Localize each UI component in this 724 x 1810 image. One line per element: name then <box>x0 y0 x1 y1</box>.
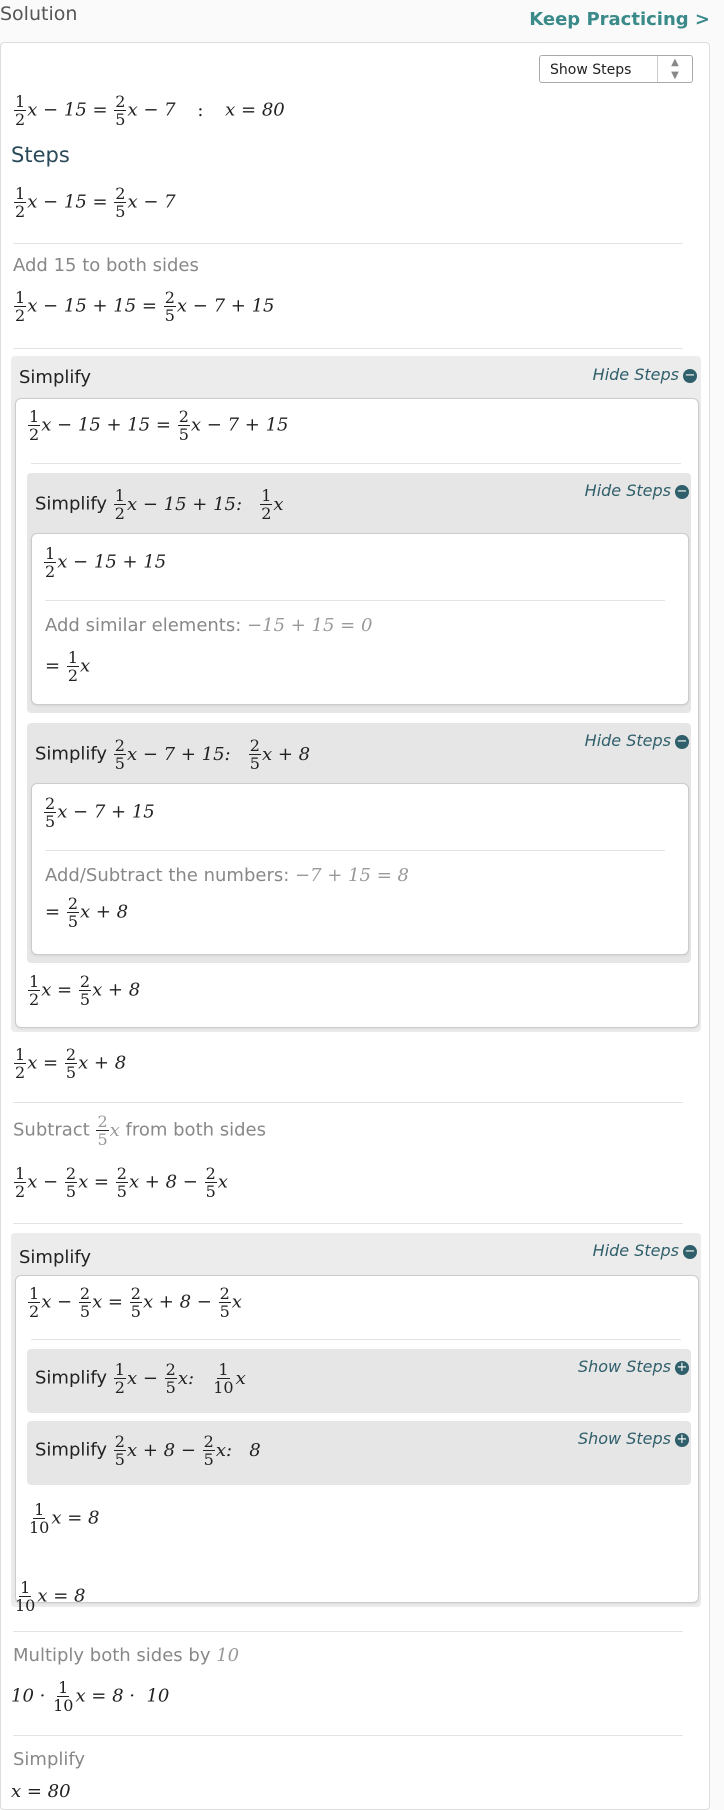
minus-circle-icon: − <box>684 367 696 383</box>
divider <box>45 600 665 601</box>
step-eq-1: $\frac{1}{2}$ x − 15 = $\frac{2}{5}$ x − 7 <box>15 184 176 221</box>
divider <box>13 348 683 349</box>
divider <box>45 850 665 851</box>
multiply-label: Multiply both sides by 10 <box>13 1645 240 1666</box>
simplify-right-heading: Simplify $\frac{2}{5}$ x − 7 + 15: $\frac{2}{5}$ x + 8 <box>35 736 311 773</box>
plus-circle-icon: + <box>676 1431 688 1447</box>
simplify-left-heading: Simplify $\frac{1}{2}$ x − 15 + 15: $\frac{1}{2}$ x <box>35 486 284 523</box>
step-eq-5: = $\frac{1}{2}$ x <box>45 648 91 685</box>
simplify-collapsed-2-heading: Simplify $\frac{2}{5}$ x + 8 − $\frac{2}{5}$ x: 8 <box>35 1432 261 1469</box>
divider <box>13 1735 683 1736</box>
simplify-last-label: Simplify <box>13 1749 86 1770</box>
divider <box>31 463 681 464</box>
step-eq-2: $\frac{1}{2}$ x − 15 + 15 = $\frac{2}{5}$ x − 7 + 15 <box>15 288 275 325</box>
minus-circle-icon: − <box>676 733 688 749</box>
simplify-collapsed-1-heading: Simplify $\frac{1}{2}$ x − $\frac{2}{5}$ x: $\frac{1}{10}$ x <box>35 1360 246 1397</box>
simplify-heading: Simplify <box>19 367 92 388</box>
simplify-heading: Simplify <box>19 1247 92 1268</box>
minus-circle-icon: − <box>684 1243 696 1259</box>
divider <box>13 243 683 244</box>
divider <box>13 1102 683 1103</box>
add-similar-label: Add similar elements: −15 + 15 = 0 <box>45 615 373 636</box>
step-add15-label: Add 15 to both sides <box>13 255 199 276</box>
step-eq-3: $\frac{1}{2}$ x − 15 + 15 = $\frac{2}{5}$ x − 7 + 15 <box>29 407 289 444</box>
select-arrows-icon: ▲ ▼ <box>657 56 692 82</box>
divider <box>31 1339 681 1340</box>
solution-summary: $\frac{1}{2}$ x − 15 = $\frac{2}{5}$ x − 7 : x = 80 <box>15 92 285 129</box>
show-steps-toggle[interactable]: Show Steps + <box>577 1357 688 1376</box>
hide-steps-toggle[interactable]: Hide Steps − <box>584 481 688 500</box>
minus-circle-icon: − <box>676 483 688 499</box>
subtract-label: Subtract $\frac{2}{5}$ x from both sides <box>13 1112 267 1149</box>
show-steps-toggle[interactable]: Show Steps + <box>577 1429 688 1448</box>
solution-panel <box>0 42 710 1810</box>
hide-steps-toggle[interactable]: Hide Steps − <box>592 365 696 384</box>
step-eq-14: 10 · $\frac{1}{10}$ x = 8 · 10 <box>11 1678 170 1715</box>
divider <box>13 1631 683 1632</box>
show-steps-select[interactable] <box>539 55 693 83</box>
step-eq-13: $\frac{1}{10}$ x = 8 <box>15 1578 86 1615</box>
step-eq-6: $\frac{2}{5}$ x − 7 + 15 <box>45 794 155 831</box>
solution-title: Solution <box>0 3 78 25</box>
steps-title: Steps <box>11 143 70 167</box>
step-eq-9: $\frac{1}{2}$ x = $\frac{2}{5}$ x + 8 <box>15 1045 127 1082</box>
step-eq-8: $\frac{1}{2}$ x = $\frac{2}{5}$ x + 8 <box>29 972 141 1009</box>
plus-circle-icon: + <box>676 1359 688 1375</box>
step-eq-4: $\frac{1}{2}$ x − 15 + 15 <box>45 544 167 581</box>
final-answer: x = 80 <box>11 1781 71 1802</box>
step-eq-11: $\frac{1}{2}$ x − $\frac{2}{5}$ x = $\frac{2}{5}$ x + 8 − $\frac{2}{5}$ x <box>29 1284 242 1321</box>
add-subtract-label: Add/Subtract the numbers: −7 + 15 = 8 <box>45 865 409 886</box>
divider <box>13 1223 683 1224</box>
hide-steps-toggle[interactable]: Hide Steps − <box>592 1241 696 1260</box>
step-eq-12: $\frac{1}{10}$ x = 8 <box>29 1500 100 1537</box>
hide-steps-toggle[interactable]: Hide Steps − <box>584 731 688 750</box>
header <box>0 0 724 40</box>
step-eq-10: $\frac{1}{2}$ x − $\frac{2}{5}$ x = $\frac{2}{5}$ x + 8 − $\frac{2}{5}$ x <box>15 1164 228 1201</box>
keep-practicing-link[interactable]: Keep Practicing > <box>529 9 710 30</box>
show-steps-select-label: Show Steps <box>550 62 632 78</box>
solution-answer: x = 80 <box>225 99 285 121</box>
step-eq-7: = $\frac{2}{5}$ x + 8 <box>45 894 129 931</box>
